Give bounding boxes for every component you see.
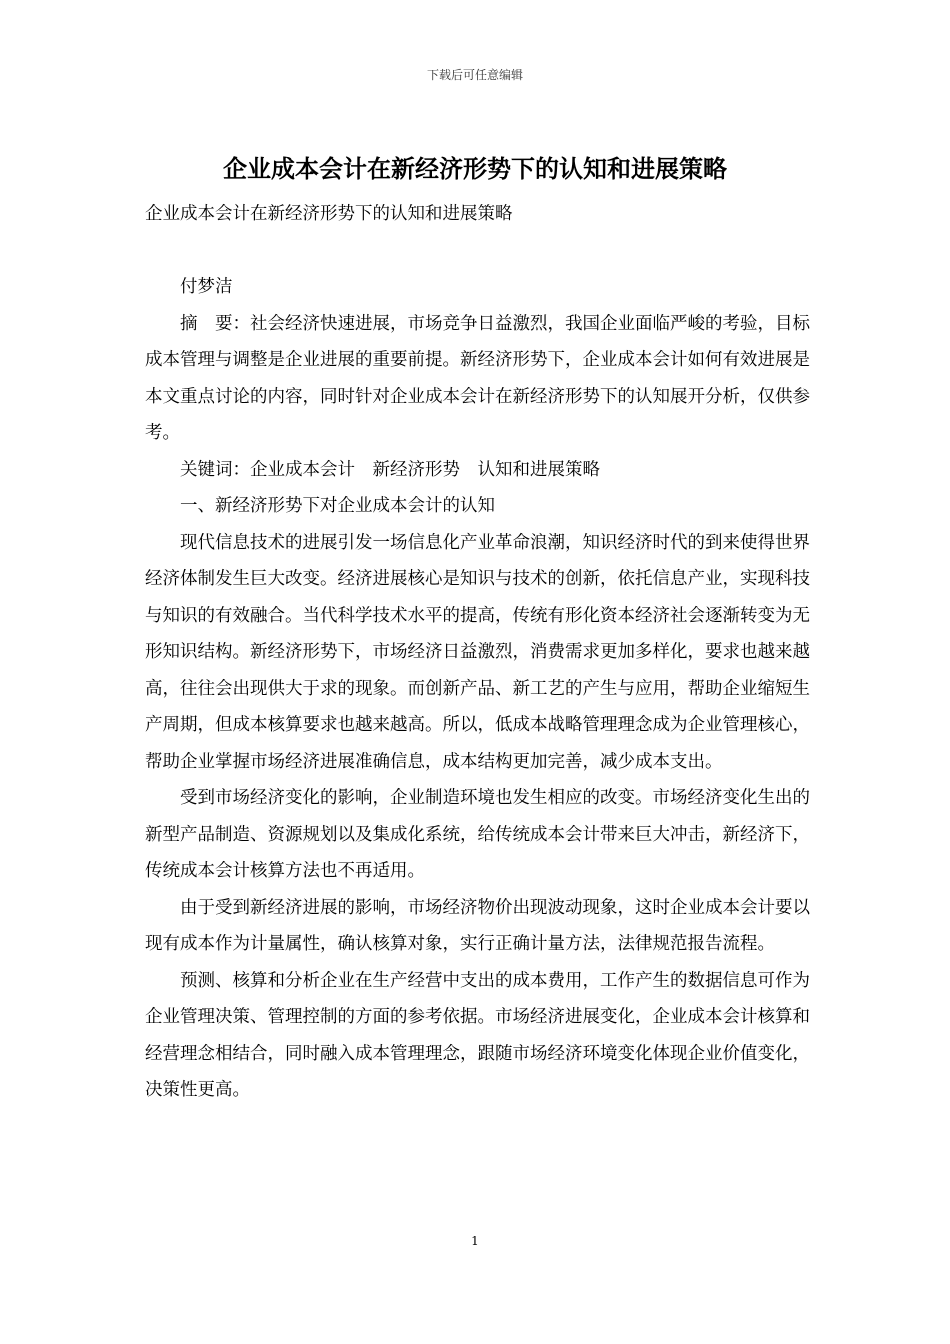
page-header: 下载后可任意编辑 [426, 68, 523, 82]
body-paragraph: 预测、核算和分析企业在生产经营中支出的成本费用，工作产生的数据信息可作为企业管理决策、管理控制的方面的参考依据。市场经济进展变化，企业成本会计核算和经营理念相结合，同时融入成本管理理念，跟随市场经济环境变化体现企业价值变化，决策性更高。 [145, 970, 810, 1100]
page-number: 1 [471, 1234, 479, 1248]
author-name: 付梦洁 [180, 277, 233, 297]
document-body [145, 196, 810, 1109]
abstract-paragraph: 摘 要：社会经济快速进展，市场竞争日益激烈，我国企业面临严峻的考验，目标成本管理与调整是企业进展的重要前提。新经济形势下，企业成本会计如何有效进展是本文重点讨论的内容，同时针对企业成本会计在新经济形势下的认知展开分析，仅供参考。 [145, 313, 810, 443]
document-subtitle: 企业成本会计在新经济形势下的认知和进展策略 [145, 204, 513, 224]
section-heading: 一、新经济形势下对企业成本会计的认知 [180, 496, 495, 516]
body-paragraph: 受到市场经济变化的影响，企业制造环境也发生相应的改变。市场经济变化生出的新型产品制造、资源规划以及集成化系统，给传统成本会计带来巨大冲击，新经济下，传统成本会计核算方法也不再适用。 [145, 788, 810, 881]
body-paragraph: 现代信息技术的进展引发一场信息化产业革命浪潮，知识经济时代的到来使得世界经济体制发生巨大改变。经济进展核心是知识与技术的创新，依托信息产业，实现科技与知识的有效融合。当代科学技术水平的提高，传统有形化资本经济社会逐渐转变为无形知识结构。新经济形势下，市场经济日益激烈，消费需求更加多样化，要求也越来越高，往往会出现供大于求的现象。而创新产品、新工艺的产生与应用，帮助企业缩短生产周期，但成本核算要求也越来越高。所以，低成本战略管理理念成为企业管理核心，帮助企业掌握市场经济进展准确信息，成本结构更加完善，减少成本支出。 [145, 532, 810, 772]
document-title: 企业成本会计在新经济形势下的认知和进展策略 [223, 155, 727, 183]
keywords-line: 关键词：企业成本会计 新经济形势 认知和进展策略 [180, 459, 600, 480]
body-paragraph: 由于受到新经济进展的影响，市场经济物价出现波动现象，这时企业成本会计要以现有成本作为计量属性，确认核算对象，实行正确计量方法，法律规范报告流程。 [145, 897, 810, 954]
